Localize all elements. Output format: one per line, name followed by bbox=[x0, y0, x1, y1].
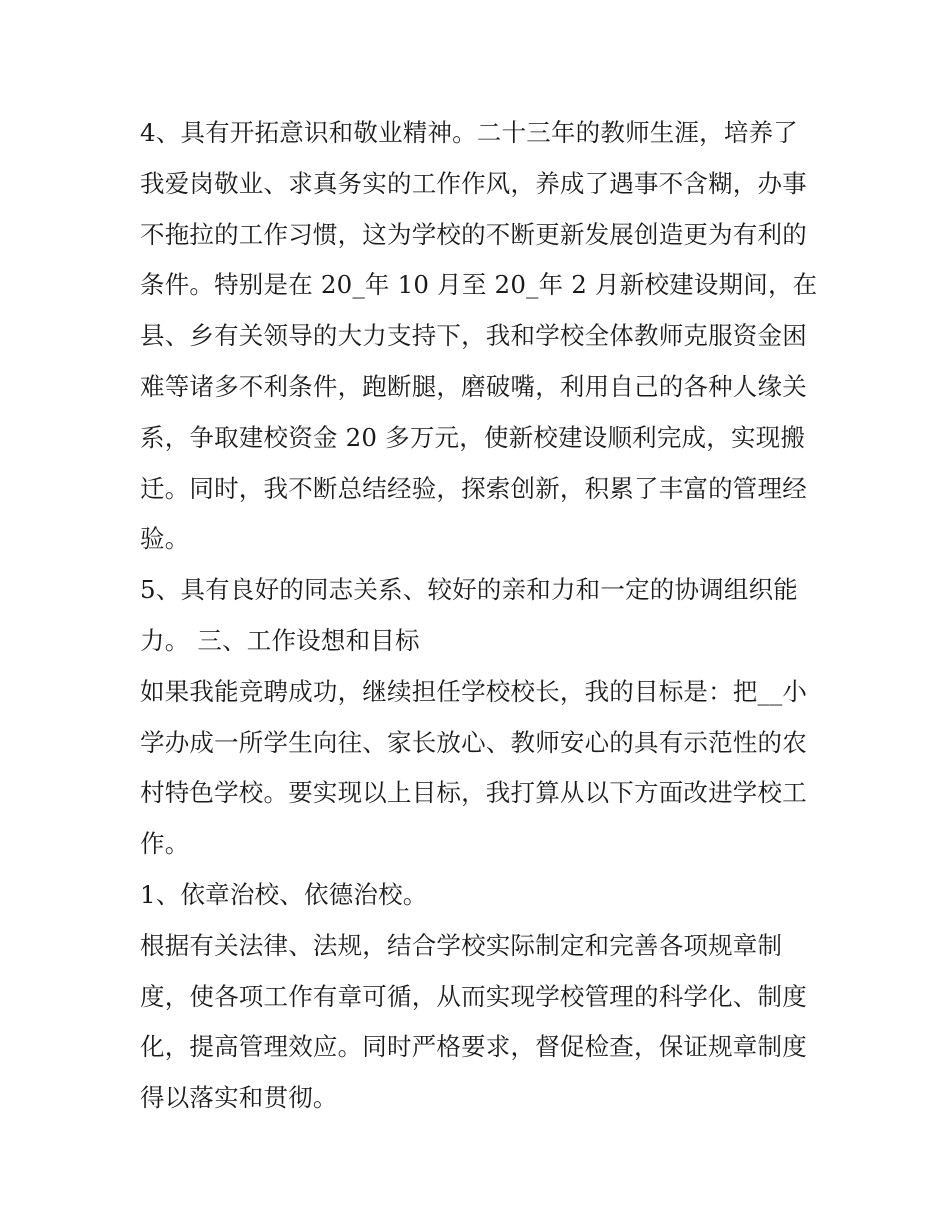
text-line: 度，使各项工作有章可循，从而实现学校管理的科学化、制度 bbox=[140, 981, 807, 1011]
text-line: 条件。特别是在 20_年 10 月至 20_年 2 月新校建设期间，在 bbox=[140, 270, 818, 300]
text-line: 化，提高管理效应。同时严格要求，督促检查，保证规章制度 bbox=[140, 1032, 807, 1062]
text-line: 根据有关法律、法规，结合学校实际制定和完善各项规章制 bbox=[140, 930, 783, 960]
text-line: 作。 bbox=[140, 829, 190, 859]
text-line: 如果我能竞聘成功，继续担任学校校长，我的目标是：把__小 bbox=[140, 676, 808, 706]
text-line: 学办成一所学生向往、家长放心、教师安心的具有示范性的农 bbox=[140, 727, 807, 757]
text-line: 县、乡有关领导的大力支持下，我和学校全体教师克服资金困 bbox=[140, 321, 807, 351]
text-line: 迁。同时，我不断总结经验，探索创新，积累了丰富的管理经 bbox=[140, 473, 807, 503]
text-line: 系，争取建校资金 20 多万元，使新校建设顺利完成，实现搬 bbox=[140, 422, 806, 452]
text-line: 4、具有开拓意识和敬业精神。二十三年的教师生涯，培养了 bbox=[140, 118, 798, 147]
text-line: 1、依章治校、依德治校。 bbox=[140, 879, 428, 909]
text-line: 得以落实和贯彻。 bbox=[140, 1083, 338, 1113]
text-line: 村特色学校。要实现以上目标，我打算从以下方面改进学校工 bbox=[140, 778, 807, 808]
text-line: 不拖拉的工作习惯，这为学校的不断更新发展创造更为有利的 bbox=[140, 219, 807, 249]
text-line: 力。 三、工作设想和目标 bbox=[140, 625, 420, 655]
text-line: 5、具有良好的同志关系、较好的亲和力和一定的协调组织能 bbox=[140, 575, 798, 605]
body-text bbox=[140, 108, 830, 1124]
text-line: 我爱岗敬业、求真务实的工作作风，养成了遇事不含糊，办事 bbox=[140, 168, 807, 198]
text-line: 验。 bbox=[140, 524, 190, 554]
text-line: 难等诸多不利条件，跑断腿，磨破嘴，利用自己的各种人缘关 bbox=[140, 371, 807, 401]
